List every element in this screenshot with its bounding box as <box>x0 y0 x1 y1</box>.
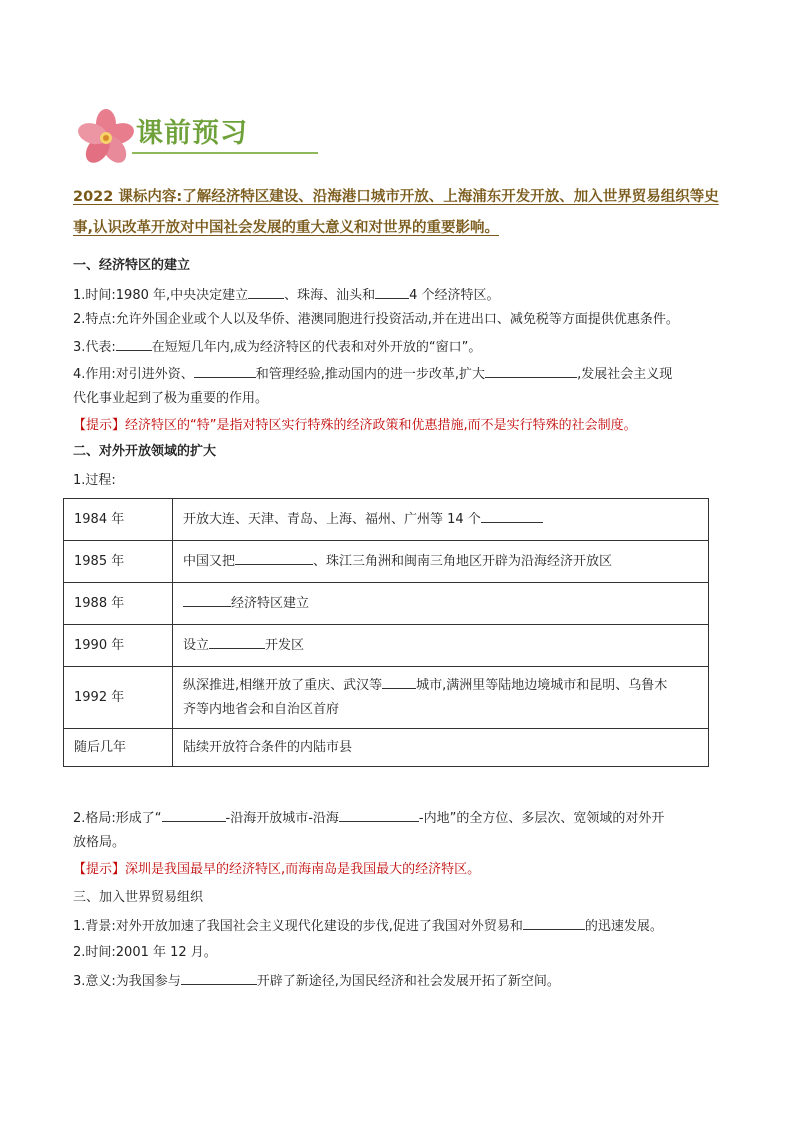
year-cell: 1985 年 <box>64 541 173 583</box>
section1-effect-cont: 代化事业起到了极为重要的作用。 <box>73 391 269 406</box>
hint-text: 深圳是我国最早的经济特区,而海南岛是我国最大的经济特区。 <box>125 862 481 877</box>
title-underline <box>132 152 318 154</box>
blank <box>116 337 152 351</box>
year-cell: 随后几年 <box>64 729 173 767</box>
blank <box>339 808 419 822</box>
hint-label: 【提示】 <box>73 862 126 877</box>
page-title: 课前预习 <box>136 118 248 149</box>
blank <box>375 285 409 299</box>
flower-icon <box>76 108 138 168</box>
table-row <box>64 729 709 767</box>
year-cell: 1990 年 <box>64 625 173 667</box>
section3-time: 2.时间:2001 年 12 月。 <box>73 945 217 960</box>
section-header <box>76 108 326 168</box>
section2-heading: 二、对外开放领域的扩大 <box>73 444 217 459</box>
year-cell: 1988 年 <box>64 583 173 625</box>
section3-background: 1.背景:对外开放加速了我国社会主义现代化建设的步伐,促进了我国对外贸易和 的迅速发展。 <box>73 916 663 935</box>
event-cell: 开放大连、天津、青岛、上海、福州、广州等 14 个 <box>173 499 709 541</box>
year-cell: 1992 年 <box>64 667 173 729</box>
section1-effect: 4.作用:对引进外资、 和管理经验,推动国内的进一步改革,扩大 ,发展社会主义现 <box>73 364 672 383</box>
table-row <box>64 583 709 625</box>
section3-meaning: 3.意义:为我国参与 开辟了新途径,为国民经济和社会发展开拓了新空间。 <box>73 971 560 990</box>
section2-pattern: 2.格局:形成了“ -沿海开放城市-沿海 -内地”的全方位、多层次、宽领域的对外开 <box>73 808 664 827</box>
table-row <box>64 499 709 541</box>
blank <box>181 971 257 985</box>
section2-hint <box>73 861 480 878</box>
section1-heading: 一、经济特区的建立 <box>73 258 191 273</box>
blank <box>183 593 231 607</box>
event-cell: 纵深推进,相继开放了重庆、武汉等 城市,满洲里等陆地边境城市和昆明、乌鲁木 齐等内地省会和自治区首府 <box>173 667 709 729</box>
table-row <box>64 541 709 583</box>
blank <box>209 635 265 649</box>
blank <box>485 364 577 378</box>
blank <box>481 509 543 523</box>
section1-hint <box>73 417 637 434</box>
table-row <box>64 667 709 729</box>
blank <box>382 675 416 689</box>
event-cell: 经济特区建立 <box>173 583 709 625</box>
blank <box>248 285 284 299</box>
hint-label: 【提示】 <box>73 418 126 433</box>
event-cell: 中国又把 、珠江三角洲和闽南三角地区开辟为沿海经济开放区 <box>173 541 709 583</box>
process-table <box>63 498 709 767</box>
event-cell: 设立 开发区 <box>173 625 709 667</box>
process-label: 1.过程: <box>73 473 116 488</box>
standard-body: 了解经济特区建设、沿海港口城市开放、上海浦东开发开放、加入世界贸易组织等史事,认识改革开放对中国社会发展的重大意义和对世界的重要影响。 <box>73 189 719 236</box>
hint-text: 经济特区的“特”是指对特区实行特殊的经济政策和优惠措施,而不是实行特殊的社会制度。 <box>125 418 637 433</box>
section3-heading: 三、加入世界贸易组织 <box>73 890 204 905</box>
standard-prefix: 2022 课标内容: <box>73 189 183 205</box>
blank <box>235 551 313 565</box>
section2-pattern-cont: 放格局。 <box>73 835 126 850</box>
table-row <box>64 625 709 667</box>
curriculum-standard <box>73 182 723 244</box>
blank <box>194 364 256 378</box>
blank <box>523 916 585 930</box>
section1-representative: 3.代表: 在短短几年内,成为经济特区的代表和对外开放的“窗口”。 <box>73 337 481 356</box>
section1-time: 1.时间:1980 年,中央决定建立 、珠海、汕头和 4 个经济特区。 <box>73 285 500 304</box>
event-cell: 陆续开放符合条件的内陆市县 <box>173 729 709 767</box>
blank <box>162 808 226 822</box>
section1-feature: 2.特点:允许外国企业或个人以及华侨、港澳同胞进行投资活动,并在进出口、减免税等方面提供优惠条件。 <box>73 312 679 327</box>
year-cell: 1984 年 <box>64 499 173 541</box>
